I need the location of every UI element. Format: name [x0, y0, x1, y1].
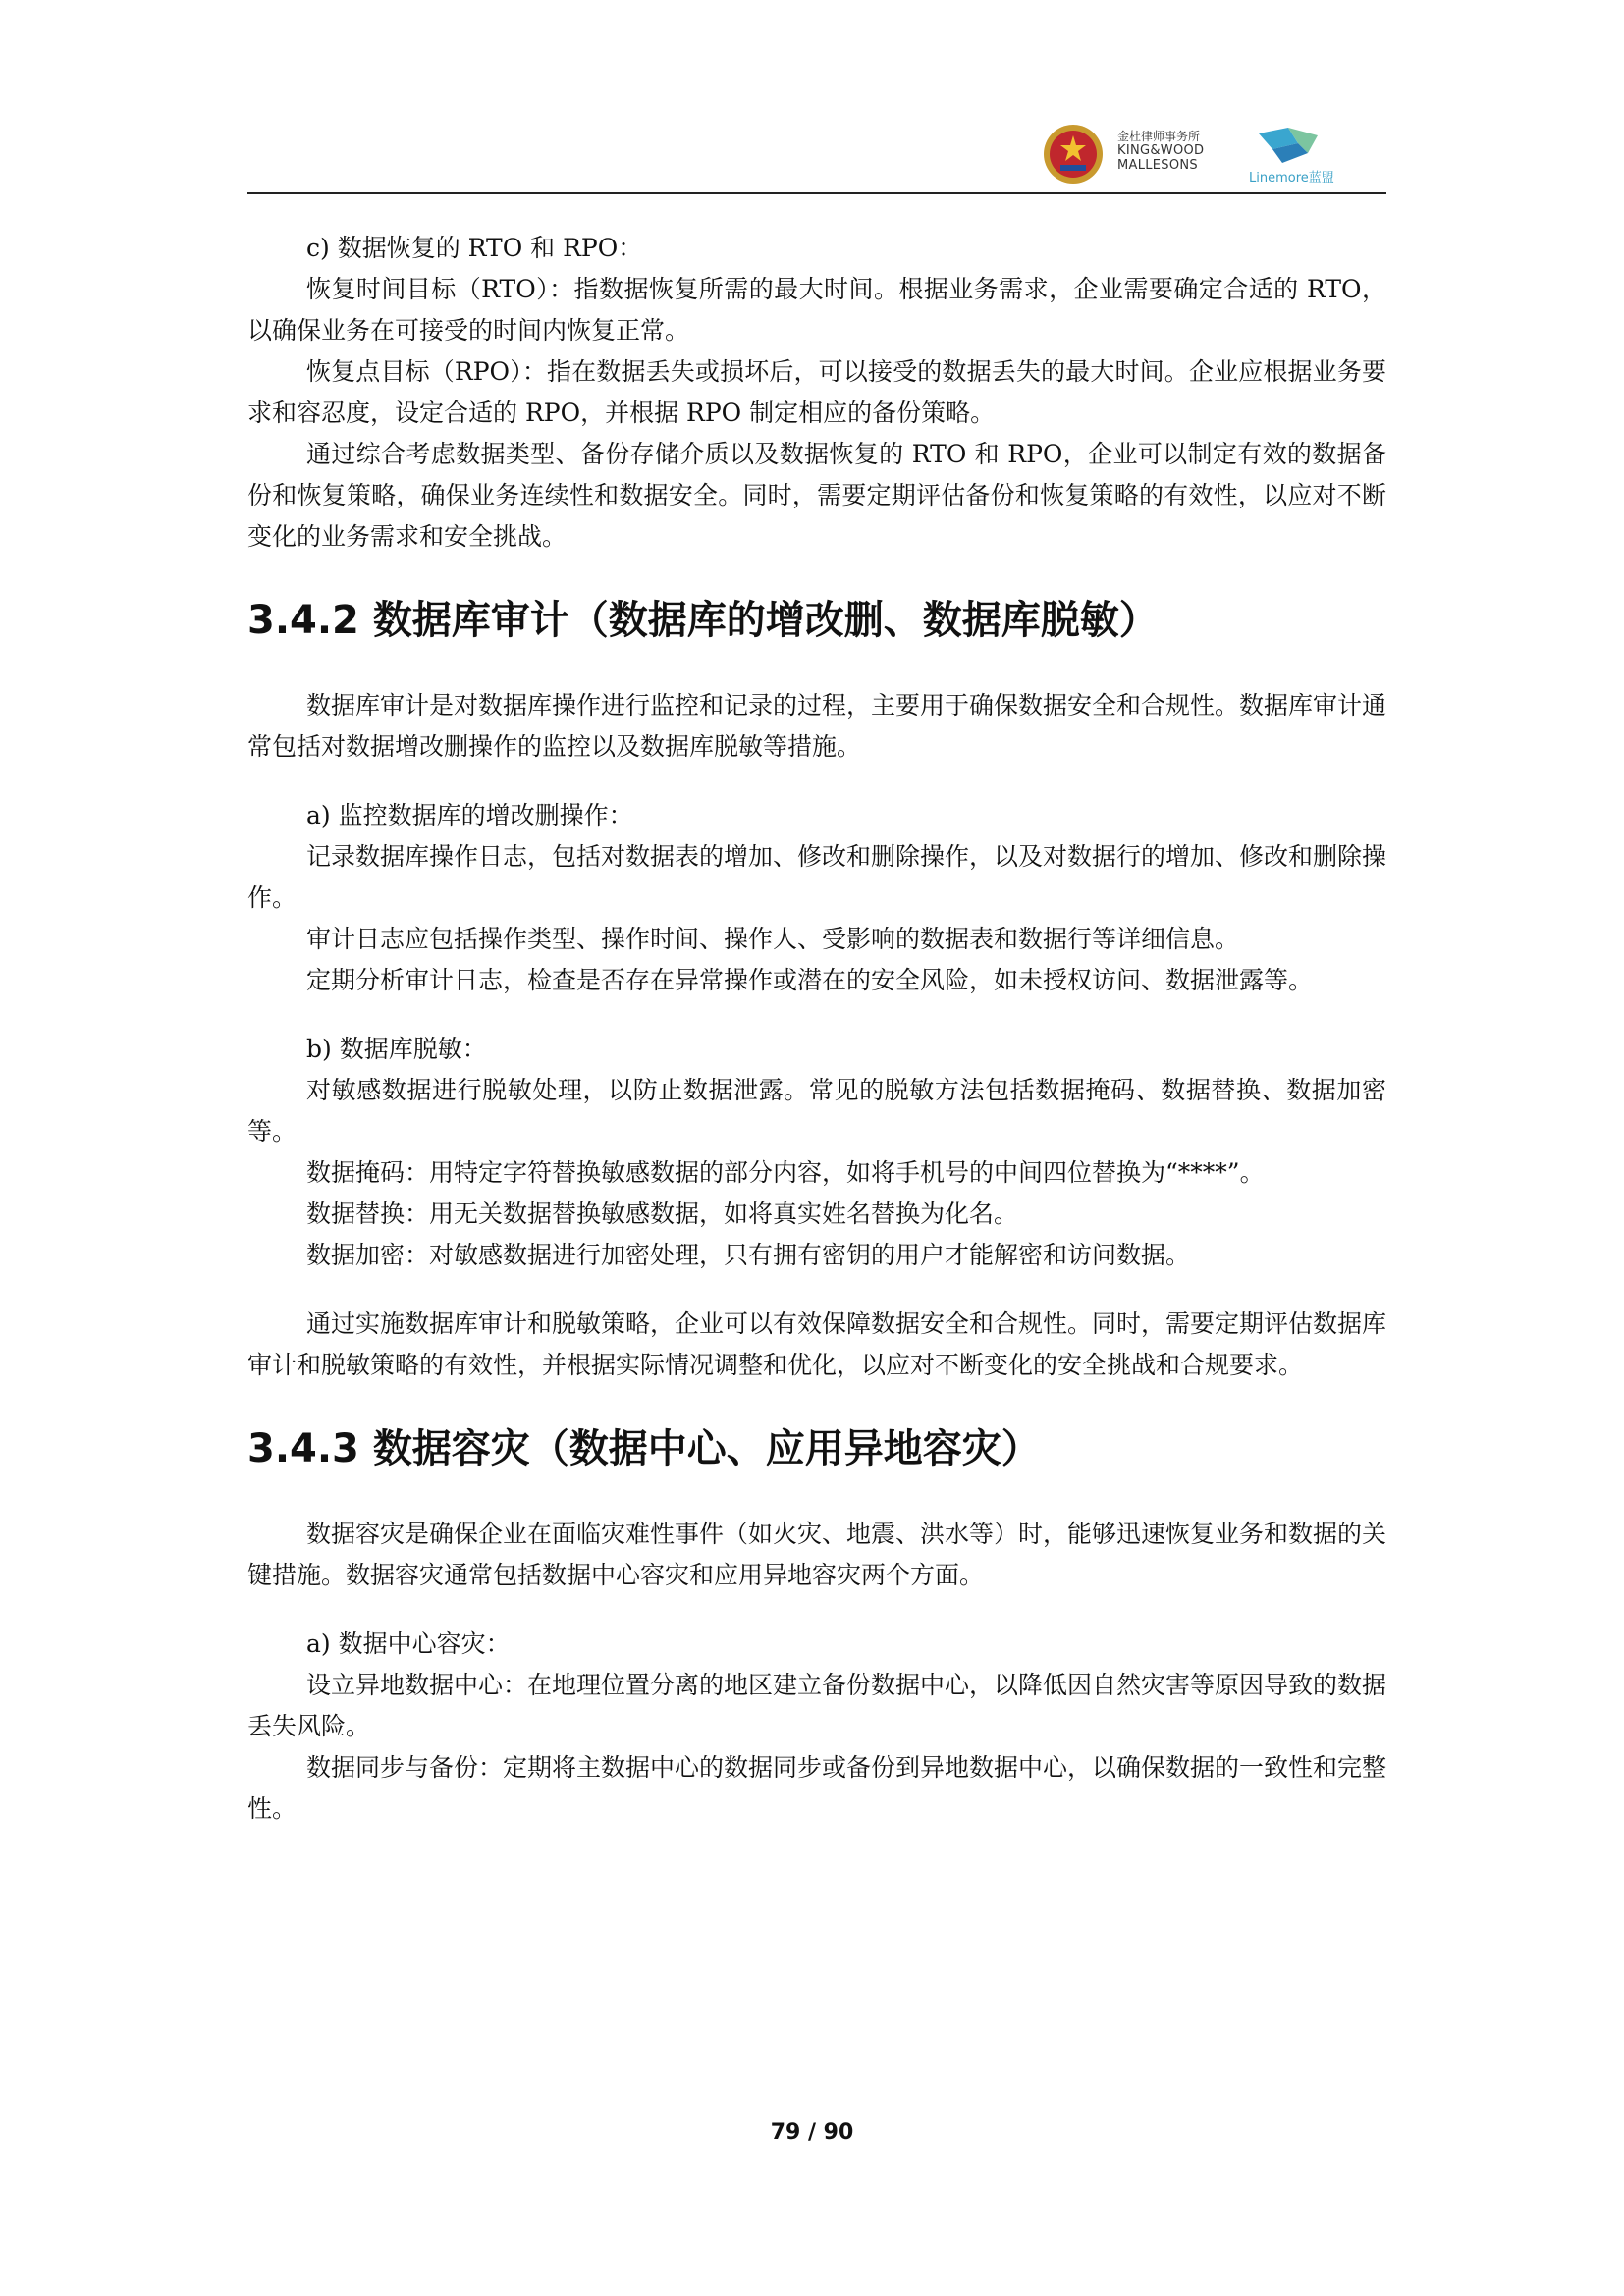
- paragraph: 数据替换：用无关数据替换敏感数据，如将真实姓名替换为化名。: [306, 1200, 1019, 1228]
- paragraph: 定期分析审计日志，检查是否存在异常操作或潜在的安全风险，如未授权访问、数据泄露等。: [306, 966, 1314, 994]
- kwm-logo-en-line1: KING&WOOD: [1117, 143, 1205, 158]
- paragraph: 数据掩码：用特定字符替换敏感数据的部分内容，如将手机号的中间四位替换为“****”。: [306, 1158, 1265, 1187]
- kwm-logo: [1117, 130, 1225, 173]
- paragraph: 记录数据库操作日志，包括对数据表的增加、修改和删除操作，以及对数据行的增加、修改和删除操作。: [247, 842, 1387, 912]
- paragraph: 恢复点目标（RPO）：指在数据丢失或损坏后，可以接受的数据丢失的最大时间。企业应根据业务要求和容忍度，设定合适的 RPO，并根据 RPO 制定相应的备份策略。: [247, 357, 1386, 427]
- paragraph: 数据容灾是确保企业在面临灾难性事件（如火灾、地震、洪水等）时，能够迅速恢复业务和数据的关键措施。数据容灾通常包括数据中心容灾和应用异地容灾两个方面。: [247, 1520, 1387, 1589]
- linemore-logo: [1249, 124, 1337, 187]
- section-heading-3-4-3: 3.4.3 数据容灾（数据中心、应用异地容灾）: [247, 1426, 1041, 1471]
- paragraph: 数据库审计是对数据库操作进行监控和记录的过程，主要用于确保数据安全和合规性。数据库审计通常包括对数据增改删操作的监控以及数据库脱敏等措施。: [247, 691, 1387, 761]
- paragraph: 通过实施数据库审计和脱敏策略，企业可以有效保障数据安全和合规性。同时，需要定期评估数据库审计和脱敏策略的有效性，并根据实际情况调整和优化，以应对不断变化的安全挑战和合规要求。: [247, 1309, 1387, 1379]
- kwm-logo-en-line2: MALLESONS: [1117, 158, 1198, 173]
- paragraph: c) 数据恢复的 RTO 和 RPO：: [306, 234, 643, 262]
- page-header: [247, 116, 1386, 194]
- paragraph: 设立异地数据中心：在地理位置分离的地区建立备份数据中心，以降低因自然灾害等原因导致的数据丢失风险。: [247, 1671, 1387, 1740]
- paragraph: 审计日志应包括操作类型、操作时间、操作人、受影响的数据表和数据行等详细信息。: [306, 925, 1240, 953]
- section-heading-3-4-2: 3.4.2 数据库审计（数据库的增改删、数据库脱敏）: [247, 598, 1159, 643]
- paragraph: 恢复时间目标（RTO）：指数据恢复所需的最大时间。根据业务需求，企业需要确定合适的 RTO，以确保业务在可接受的时间内恢复正常。: [247, 275, 1386, 345]
- paragraph: 数据加密：对敏感数据进行加密处理，只有拥有密钥的用户才能解密和访问数据。: [306, 1241, 1191, 1269]
- paragraph: 对敏感数据进行脱敏处理，以防止数据泄露。常见的脱敏方法包括数据掩码、数据替换、数据加密等。: [247, 1076, 1386, 1146]
- linemore-logo-icon: [1249, 124, 1337, 167]
- linemore-logo-text: Linemore蓝盟: [1249, 171, 1334, 186]
- document-body: [247, 228, 1386, 1830]
- paragraph: a) 监控数据库的增改删操作：: [306, 801, 633, 829]
- kwm-logo-cn: 金杜律师事务所: [1117, 130, 1201, 143]
- page-number: 79 / 90: [770, 2120, 854, 2145]
- paragraph: b) 数据库脱敏：: [306, 1035, 487, 1063]
- paragraph: 通过综合考虑数据类型、备份存储介质以及数据恢复的 RTO 和 RPO，企业可以制定有效的数据备份和恢复策略，确保业务连续性和数据安全。同时，需要定期评估备份和恢复策略的有效性，以应对不断变化的业务需求和安全挑战。: [247, 440, 1386, 551]
- procuratorate-emblem-icon: [1039, 122, 1108, 187]
- header-rule: [247, 192, 1386, 194]
- paragraph: 数据同步与备份：定期将主数据中心的数据同步或备份到异地数据中心，以确保数据的一致性和完整性。: [247, 1753, 1387, 1823]
- paragraph: a) 数据中心容灾：: [306, 1629, 511, 1658]
